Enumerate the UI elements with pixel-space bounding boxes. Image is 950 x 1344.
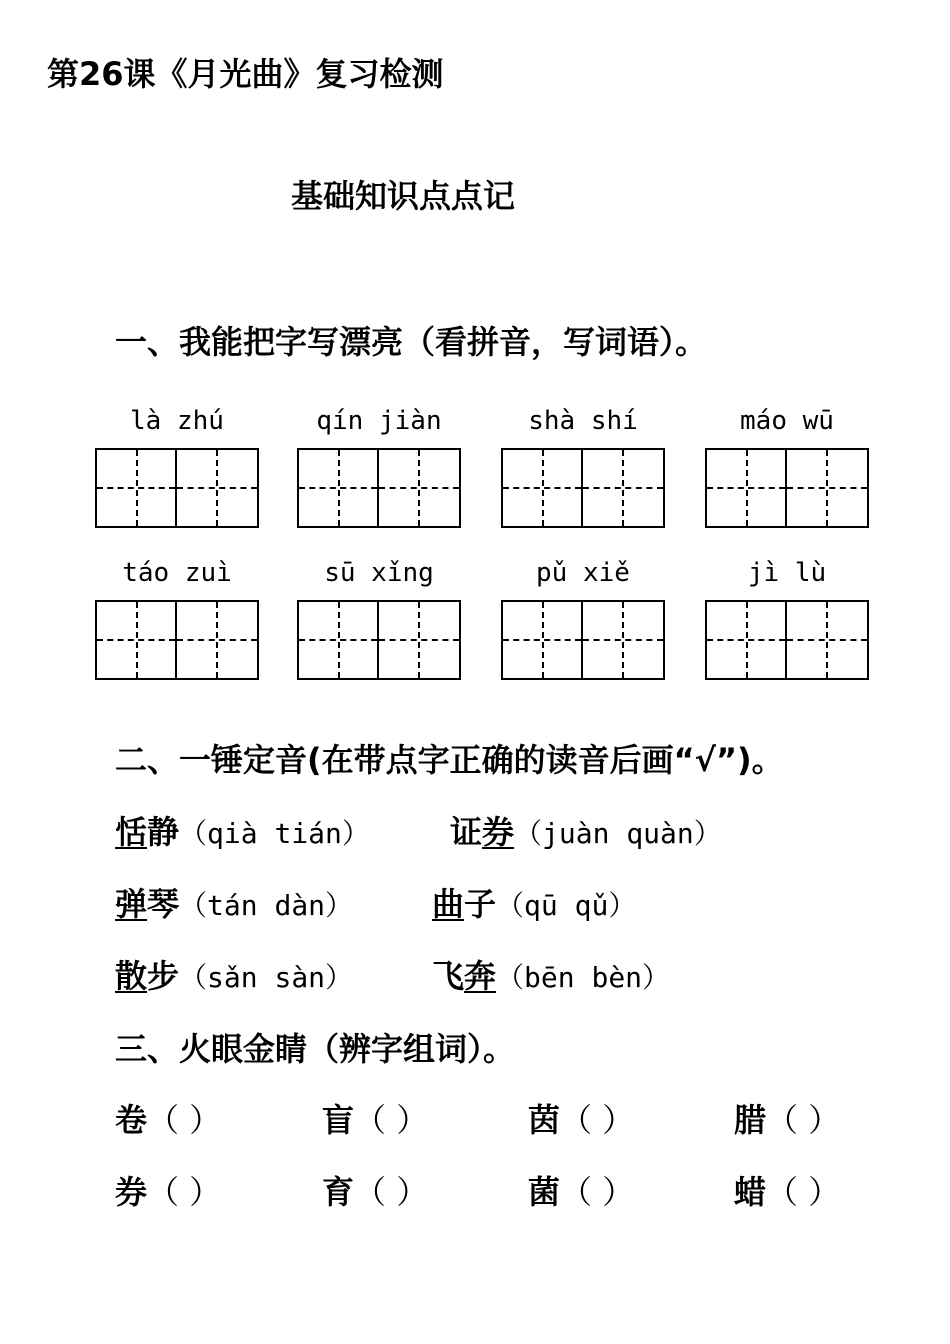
pinyin-writing-item xyxy=(705,556,869,590)
char: 菌 xyxy=(528,1173,561,1211)
char: 蜡 xyxy=(734,1173,767,1211)
pinyin-options: （sǎn sàn） xyxy=(179,961,354,994)
answer-blank[interactable]: （ ） xyxy=(560,1101,635,1139)
pronunciation-item[interactable] xyxy=(115,810,370,856)
writing-grid[interactable] xyxy=(95,600,259,680)
dotted-char: 恬 xyxy=(115,813,148,851)
word-rest: 静 xyxy=(147,813,180,851)
answer-blank[interactable]: （ ） xyxy=(766,1101,841,1139)
pinyin-writing-item xyxy=(95,556,259,590)
writing-grid[interactable] xyxy=(705,448,869,528)
answer-blank[interactable]: （ ） xyxy=(354,1173,429,1211)
word-building-item[interactable] xyxy=(115,1170,221,1214)
writing-grid[interactable] xyxy=(95,448,259,528)
pinyin-label: qín jiàn xyxy=(316,406,442,436)
pronunciation-item[interactable] xyxy=(432,882,636,928)
writing-grid[interactable] xyxy=(501,600,665,680)
pinyin-options: （qià tián） xyxy=(179,817,370,850)
answer-blank[interactable]: （ ） xyxy=(354,1101,429,1139)
dotted-char: 弹 xyxy=(115,885,148,923)
section-1-heading: 一、我能把字写漂亮（看拼音，写词语）。 xyxy=(115,323,708,361)
answer-blank[interactable]: （ ） xyxy=(766,1173,841,1211)
page-subtitle: 基础知识点点记 xyxy=(291,177,516,215)
dotted-char: 券 xyxy=(482,813,515,851)
answer-blank[interactable]: （ ） xyxy=(147,1101,222,1139)
pinyin-writing-item xyxy=(297,404,461,438)
answer-blank[interactable]: （ ） xyxy=(147,1173,222,1211)
pinyin-label: pǔ xiě xyxy=(536,558,630,588)
pinyin-label: sū xǐng xyxy=(324,558,434,588)
pinyin-options: （qū qǔ） xyxy=(496,889,637,922)
page-title: 第26课《月光曲》复习检测 xyxy=(47,55,444,93)
pinyin-writing-item xyxy=(501,556,665,590)
section-2-heading: 二、一锤定音(在带点字正确的读音后画“√”)。 xyxy=(115,741,784,779)
pronunciation-item[interactable] xyxy=(450,810,722,856)
writing-grid[interactable] xyxy=(297,600,461,680)
pinyin-label: jì lù xyxy=(747,558,827,588)
pinyin-options: （bēn bèn） xyxy=(496,961,671,994)
word-rest: 子 xyxy=(464,885,497,923)
pinyin-writing-item xyxy=(501,404,665,438)
pinyin-options: （tán dàn） xyxy=(179,889,354,922)
char: 券 xyxy=(115,1173,148,1211)
writing-grid[interactable] xyxy=(297,448,461,528)
word-building-item[interactable] xyxy=(734,1098,840,1142)
char: 育 xyxy=(322,1173,355,1211)
word-building-item[interactable] xyxy=(322,1170,428,1214)
writing-grid[interactable] xyxy=(501,448,665,528)
pinyin-label: là zhú xyxy=(130,406,224,436)
word-building-item[interactable] xyxy=(528,1098,634,1142)
char: 盲 xyxy=(322,1101,355,1139)
word-rest: 琴 xyxy=(147,885,180,923)
word-building-item[interactable] xyxy=(115,1098,221,1142)
pronunciation-item[interactable] xyxy=(115,954,353,1000)
pronunciation-item[interactable] xyxy=(115,882,353,928)
pinyin-label: táo zuì xyxy=(122,558,232,588)
pinyin-label: máo wū xyxy=(740,406,834,436)
dotted-char: 曲 xyxy=(432,885,465,923)
pinyin-writing-item xyxy=(297,556,461,590)
dotted-char: 奔 xyxy=(464,957,497,995)
answer-blank[interactable]: （ ） xyxy=(560,1173,635,1211)
word-pre: 飞 xyxy=(432,957,465,995)
pinyin-writing-item xyxy=(95,404,259,438)
pinyin-options: （juàn quàn） xyxy=(514,817,722,850)
word-building-item[interactable] xyxy=(322,1098,428,1142)
dotted-char: 散 xyxy=(115,957,148,995)
word-building-item[interactable] xyxy=(734,1170,840,1214)
word-building-item[interactable] xyxy=(528,1170,634,1214)
pinyin-writing-item xyxy=(705,404,869,438)
pronunciation-item[interactable] xyxy=(432,954,670,1000)
char: 茵 xyxy=(528,1101,561,1139)
section-3-heading: 三、火眼金睛（辨字组词）。 xyxy=(115,1030,516,1068)
char: 腊 xyxy=(734,1101,767,1139)
pinyin-label: shà shí xyxy=(528,406,638,436)
word-pre: 证 xyxy=(450,813,483,851)
word-rest: 步 xyxy=(147,957,180,995)
writing-grid[interactable] xyxy=(705,600,869,680)
char: 卷 xyxy=(115,1101,148,1139)
